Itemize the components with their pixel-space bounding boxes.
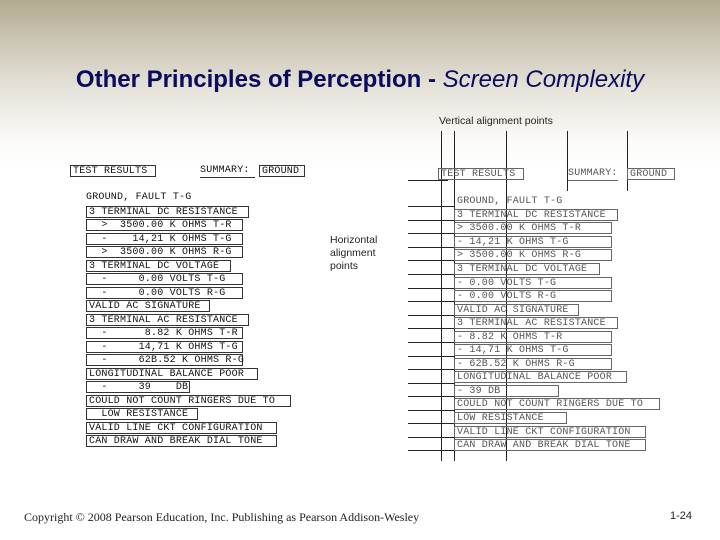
horizontal-alignment-line (408, 423, 454, 424)
horizontal-alignment-line (408, 206, 454, 207)
left-line: - 39 DB (86, 381, 190, 393)
horizontal-alignment-label-line1: Horizontal (330, 234, 378, 246)
right-line: VALID AC SIGNATURE (454, 304, 579, 316)
horizontal-alignment-line (408, 233, 454, 234)
left-line: 3 TERMINAL DC RESISTANCE (86, 206, 249, 218)
horizontal-alignment-line (408, 260, 454, 261)
right-line: - 39 DB (454, 385, 559, 397)
horizontal-alignment-line (408, 247, 454, 248)
left-line: - 0.00 VOLTS T-G (86, 273, 243, 285)
copyright-footer: Copyright © 2008 Pearson Education, Inc. Publishing as Pearson Addison-Wesley (24, 510, 420, 524)
left-line: GROUND, FAULT T-G (86, 192, 192, 203)
horizontal-alignment-line (408, 301, 454, 302)
horizontal-alignment-line (408, 315, 454, 316)
left-line: 3 TERMINAL DC VOLTAGE (86, 260, 231, 272)
horizontal-alignment-line (408, 437, 454, 438)
right-header-test-results: TEST RESULTS (438, 168, 524, 180)
left-line: 3 TERMINAL AC RESISTANCE (86, 314, 249, 326)
right-line: VALID LINE CKT CONFIGURATION (454, 426, 646, 438)
right-line: GROUND, FAULT T-G (457, 196, 563, 207)
right-header-ground: GROUND (627, 168, 675, 180)
right-line: - 8.82 K OHMS T-R (454, 331, 612, 343)
right-line: - 62B.52 K OHMS R-G (454, 358, 612, 370)
left-line: VALID LINE CKT CONFIGURATION (86, 422, 277, 434)
left-line: VALID AC SIGNATURE (86, 300, 210, 312)
horizontal-alignment-label-line2: alignment (330, 247, 376, 259)
horizontal-alignment-line (408, 396, 454, 397)
left-line: - 14,71 K OHMS T-G (86, 341, 243, 353)
left-line: > 3500.00 K OHMS R-G (86, 246, 243, 258)
horizontal-alignment-line (408, 410, 454, 411)
right-line: COULD NOT COUNT RINGERS DUE TO (454, 398, 660, 410)
left-line: COULD NOT COUNT RINGERS DUE TO (86, 395, 291, 407)
right-line: > 3500.00 K OHMS T-R (454, 222, 612, 234)
horizontal-alignment-line (408, 288, 454, 289)
right-line: 3 TERMINAL DC VOLTAGE (454, 263, 600, 275)
left-header-test-results: TEST RESULTS (70, 165, 156, 177)
right-line: - 14,71 K OHMS T-G (454, 344, 612, 356)
vertical-alignment-line (627, 131, 628, 191)
right-line: 3 TERMINAL AC RESISTANCE (454, 317, 618, 329)
horizontal-alignment-line (408, 369, 454, 370)
horizontal-alignment-line (408, 356, 454, 357)
right-header-summary: SUMMARY: (568, 168, 618, 179)
right-line: CAN DRAW AND BREAK DIAL TONE (454, 439, 646, 451)
left-header-summary: SUMMARY: (200, 165, 255, 178)
title-subtitle: Screen Complexity (442, 66, 645, 93)
left-line: > 3500.00 K OHMS T-R (86, 219, 243, 231)
vertical-alignment-line (567, 131, 568, 191)
left-line: - 14,21 K OHMS T-G (86, 233, 243, 245)
horizontal-alignment-label-line3: points (330, 260, 359, 272)
left-line: LOW RESISTANCE (86, 408, 198, 420)
right-line: - 14,21 K OHMS T-G (454, 236, 612, 248)
right-line: LONGITUDINAL BALANCE POOR (454, 371, 627, 383)
left-line: CAN DRAW AND BREAK DIAL TONE (86, 435, 277, 447)
vertical-alignment-label: Vertical alignment points (439, 115, 553, 127)
title-main: Other Principles of Perception - (75, 66, 443, 93)
horizontal-alignment-line (408, 342, 454, 343)
slide-title (0, 66, 720, 94)
horizontal-alignment-line (408, 383, 454, 384)
left-header-ground: GROUND (259, 165, 305, 177)
right-line: 3 TERMINAL DC RESISTANCE (454, 209, 618, 221)
right-line: > 3500.00 K OHMS R-G (454, 249, 612, 261)
left-line: - 62B.52 K OHMS R-G (86, 354, 243, 366)
right-line: LOW RESISTANCE (454, 412, 567, 424)
left-line: LONGITUDINAL BALANCE POOR (86, 368, 258, 380)
horizontal-alignment-line (408, 328, 454, 329)
horizontal-alignment-line (408, 220, 454, 221)
horizontal-alignment-line (408, 180, 448, 181)
left-line: - 8.82 K OHMS T-R (86, 327, 243, 339)
horizontal-alignment-line (408, 450, 454, 451)
right-line: - 0.00 VOLTS T-G (454, 277, 612, 289)
left-line: - 0.00 VOLTS R-G (86, 287, 243, 299)
right-line: - 0.00 VOLTS R-G (454, 290, 612, 302)
page-number: 1-24 (670, 510, 693, 522)
horizontal-alignment-line (408, 274, 454, 275)
